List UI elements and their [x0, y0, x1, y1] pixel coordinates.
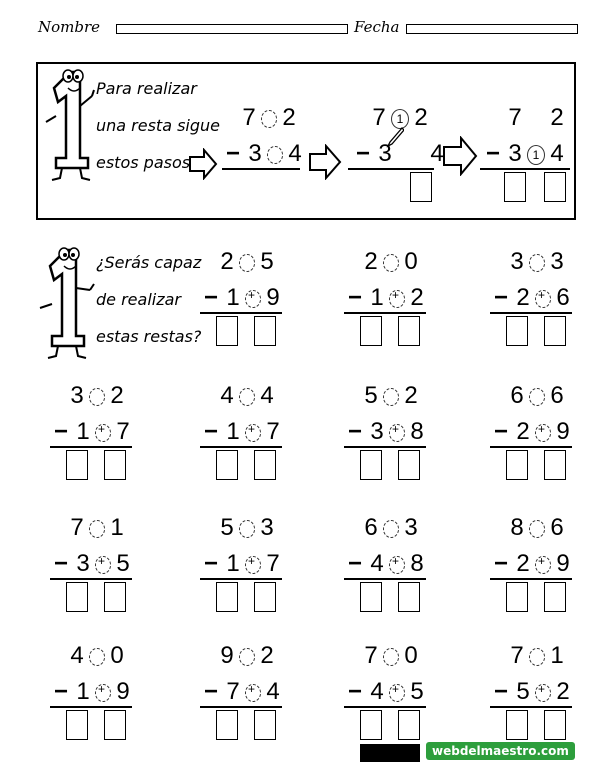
exercise-bottom-number	[490, 678, 574, 706]
sum-rule	[344, 578, 426, 580]
carry-circle[interactable]	[383, 648, 399, 666]
example-step-3-top	[504, 104, 568, 132]
digit: 2	[550, 104, 564, 131]
digit: 8	[510, 514, 524, 541]
digit: 4	[260, 382, 274, 409]
answer-box[interactable]	[66, 582, 88, 612]
minus-sign: −	[347, 678, 362, 705]
carry-circle[interactable]	[389, 684, 405, 702]
minus-sign: −	[493, 284, 508, 311]
digit: 3	[260, 514, 274, 541]
sum-rule	[490, 706, 572, 708]
carry-circle[interactable]	[95, 556, 111, 574]
digit: 7	[364, 642, 378, 669]
sum-rule	[344, 706, 426, 708]
digit: 2	[220, 248, 234, 275]
minus-sign: −	[485, 140, 500, 167]
digit: 3	[378, 140, 392, 167]
minus-sign: −	[347, 418, 362, 445]
digit: 9	[220, 642, 234, 669]
carry-circle[interactable]	[383, 520, 399, 538]
sum-rule	[50, 578, 132, 580]
carry-circle[interactable]	[239, 388, 255, 406]
sum-rule	[200, 312, 282, 314]
exercise-top-number	[66, 642, 128, 670]
answer-box[interactable]	[544, 316, 566, 346]
minus-sign: −	[203, 678, 218, 705]
digit: 5	[116, 550, 130, 577]
exercise-bottom-number	[344, 550, 428, 578]
digit: 1	[226, 418, 240, 445]
exercise-bottom-number	[344, 284, 428, 312]
sum-rule	[344, 312, 426, 314]
digit: 3	[508, 140, 522, 167]
instruction-line: Para realizar	[96, 79, 197, 98]
digit: 6	[556, 284, 570, 311]
digit: 3	[70, 382, 84, 409]
answer-box[interactable]	[254, 316, 276, 346]
minus-sign: −	[347, 284, 362, 311]
carry-circle[interactable]	[529, 254, 545, 272]
minus-sign: −	[347, 550, 362, 577]
number-one-mascot-icon	[36, 244, 96, 362]
carry-circle[interactable]	[535, 556, 551, 574]
digit: 2	[516, 284, 530, 311]
carry-circle	[261, 110, 277, 128]
date-field[interactable]	[406, 24, 578, 34]
answer-box[interactable]	[216, 582, 238, 612]
digit: 7	[510, 642, 524, 669]
answer-box[interactable]	[360, 582, 382, 612]
digit: 9	[556, 550, 570, 577]
carry-circle[interactable]	[535, 424, 551, 442]
digit: 5	[220, 514, 234, 541]
exercise-bottom-number	[490, 418, 574, 446]
sum-rule	[490, 312, 572, 314]
digit: 3	[550, 248, 564, 275]
exercise-bottom-number	[344, 678, 428, 706]
exercise-top-number	[216, 514, 278, 542]
digit: 6	[510, 382, 524, 409]
digit: 2	[282, 104, 296, 131]
digit: 3	[76, 550, 90, 577]
exercises-intro	[96, 244, 201, 355]
sum-rule	[344, 446, 426, 448]
exercise-top-number	[216, 642, 278, 670]
digit: 7	[372, 104, 386, 131]
answer-box[interactable]	[66, 710, 88, 740]
minus-sign: −	[225, 140, 240, 167]
sum-rule	[490, 446, 572, 448]
digit: 4	[430, 140, 444, 167]
minus-sign: −	[203, 284, 218, 311]
digit: 6	[550, 514, 564, 541]
sum-rule	[200, 706, 282, 708]
digit: 4	[266, 678, 280, 705]
digit: 7	[116, 418, 130, 445]
carry-circle[interactable]	[245, 290, 261, 308]
digit: 1	[550, 642, 564, 669]
answer-box[interactable]	[544, 582, 566, 612]
digit: 5	[364, 382, 378, 409]
digit: 3	[248, 140, 262, 167]
digit: 1	[226, 284, 240, 311]
digit: 7	[508, 104, 522, 131]
intro-line: estas restas?	[96, 327, 202, 346]
answer-box[interactable]	[506, 710, 528, 740]
exercise-bottom-number	[344, 418, 428, 446]
minus-sign: −	[493, 550, 508, 577]
exercise-top-number	[360, 642, 422, 670]
exercise-bottom-number	[200, 284, 284, 312]
digit: 2	[364, 248, 378, 275]
answer-box[interactable]	[506, 316, 528, 346]
answer-box[interactable]	[360, 710, 382, 740]
answer-box[interactable]	[398, 450, 420, 480]
answer-box[interactable]	[398, 710, 420, 740]
digit: 4	[370, 550, 384, 577]
answer-box[interactable]	[216, 450, 238, 480]
sum-rule	[50, 446, 132, 448]
exercise-top-number	[360, 514, 422, 542]
minus-sign: −	[203, 550, 218, 577]
carry-circle[interactable]	[245, 424, 261, 442]
sum-rule	[222, 168, 300, 170]
answer-box[interactable]	[506, 450, 528, 480]
site-logo: webdelmaestro.com	[426, 742, 575, 760]
exercise-bottom-number	[200, 678, 284, 706]
answer-box[interactable]	[360, 316, 382, 346]
minus-sign: −	[53, 418, 68, 445]
carry-circle[interactable]	[529, 648, 545, 666]
answer-box[interactable]	[410, 172, 432, 202]
right-arrow-icon	[308, 144, 342, 180]
answer-box[interactable]	[506, 582, 528, 612]
sum-rule	[50, 706, 132, 708]
example-step-2-bottom	[352, 140, 448, 168]
answer-box[interactable]	[104, 582, 126, 612]
digit: 4	[370, 678, 384, 705]
carry-circle[interactable]	[529, 520, 545, 538]
digit: 8	[410, 418, 424, 445]
carry-circle[interactable]	[245, 556, 261, 574]
answer-box[interactable]	[544, 710, 566, 740]
carry-circle[interactable]	[89, 388, 105, 406]
carry-circle[interactable]	[535, 684, 551, 702]
answer-box[interactable]	[254, 710, 276, 740]
digit: 3	[370, 418, 384, 445]
instruction-line: una resta sigue	[96, 116, 221, 135]
digit: 1	[76, 678, 90, 705]
digit: 4	[70, 642, 84, 669]
digit: 2	[516, 550, 530, 577]
digit: 2	[414, 104, 428, 131]
digit: 5	[410, 678, 424, 705]
sum-rule	[200, 578, 282, 580]
digit: 1	[226, 550, 240, 577]
carry-digit: 1	[532, 147, 540, 162]
carry-circle[interactable]	[245, 684, 261, 702]
exercise-bottom-number	[490, 550, 574, 578]
answer-box[interactable]	[254, 582, 276, 612]
answer-box[interactable]	[66, 450, 88, 480]
minus-sign: −	[355, 140, 370, 167]
example-step-1-bottom	[222, 140, 306, 168]
intro-line: de realizar	[96, 290, 181, 309]
name-field[interactable]	[116, 24, 348, 34]
exercise-top-number	[506, 248, 568, 276]
digit: 4	[550, 140, 564, 167]
exercise-top-number	[216, 382, 278, 410]
minus-sign: −	[53, 550, 68, 577]
answer-box[interactable]	[104, 450, 126, 480]
digit: 2	[410, 284, 424, 311]
carry-circle[interactable]	[389, 556, 405, 574]
digit: 2	[110, 382, 124, 409]
digit: 7	[266, 418, 280, 445]
digit: 1	[76, 418, 90, 445]
exercise-bottom-number	[200, 418, 284, 446]
minus-sign: −	[493, 418, 508, 445]
date-label: Fecha	[354, 18, 400, 36]
exercise-top-number	[506, 642, 568, 670]
minus-sign: −	[203, 418, 218, 445]
answer-box[interactable]	[216, 316, 238, 346]
answer-box[interactable]	[398, 316, 420, 346]
exercise-top-number	[506, 382, 568, 410]
answer-box[interactable]	[398, 582, 420, 612]
carry-circle[interactable]	[89, 520, 105, 538]
sum-rule	[200, 446, 282, 448]
carry-circle[interactable]	[239, 254, 255, 272]
digit: 0	[404, 248, 418, 275]
digit: 7	[266, 550, 280, 577]
digit: 2	[260, 642, 274, 669]
digit: 5	[260, 248, 274, 275]
digit: 7	[226, 678, 240, 705]
exercise-top-number	[506, 514, 568, 542]
digit: 4	[220, 382, 234, 409]
carry-circle[interactable]	[239, 520, 255, 538]
digit: 9	[556, 418, 570, 445]
answer-box[interactable]	[104, 710, 126, 740]
digit: 2	[556, 678, 570, 705]
right-arrow-icon	[188, 148, 218, 180]
answer-box[interactable]	[544, 172, 566, 202]
digit: 2	[516, 418, 530, 445]
carry-circle[interactable]	[535, 290, 551, 308]
exercise-bottom-number	[200, 550, 284, 578]
digit: 7	[242, 104, 256, 131]
digit: 3	[404, 514, 418, 541]
exercise-bottom-number	[50, 550, 134, 578]
example-step-1-top	[238, 104, 300, 132]
carry-circle[interactable]	[95, 684, 111, 702]
carry-circle[interactable]	[529, 388, 545, 406]
exercise-top-number	[66, 514, 128, 542]
exercise-top-number	[360, 382, 422, 410]
sum-rule	[348, 168, 434, 170]
sum-rule	[490, 578, 572, 580]
sum-rule	[480, 168, 570, 170]
minus-sign: −	[53, 678, 68, 705]
digit: 5	[516, 678, 530, 705]
carry-circle	[267, 146, 283, 164]
digit: 0	[404, 642, 418, 669]
answer-box[interactable]	[544, 450, 566, 480]
exercise-bottom-number	[50, 678, 134, 706]
carry-circle[interactable]	[383, 254, 399, 272]
digit: 9	[116, 678, 130, 705]
answer-box[interactable]	[216, 710, 238, 740]
digit: 6	[364, 514, 378, 541]
answer-box[interactable]	[254, 450, 276, 480]
digit: 8	[410, 550, 424, 577]
answer-box[interactable]	[360, 450, 382, 480]
footer-bar	[360, 744, 420, 762]
exercise-bottom-number	[490, 284, 574, 312]
answer-box[interactable]	[504, 172, 526, 202]
instruction-line: estos pasos	[96, 153, 191, 172]
minus-sign: −	[493, 678, 508, 705]
carry-circle[interactable]	[389, 424, 405, 442]
carry-circle[interactable]	[383, 388, 399, 406]
example-step-3-bottom	[482, 140, 568, 168]
digit: 4	[288, 140, 302, 167]
digit: 1	[110, 514, 124, 541]
carry-digit: 1	[396, 111, 404, 126]
carry-circle[interactable]	[95, 424, 111, 442]
digit: 0	[110, 642, 124, 669]
number-one-mascot-icon	[40, 66, 96, 184]
carry-circle[interactable]	[239, 648, 255, 666]
name-label: Nombre	[38, 18, 101, 36]
digit: 3	[510, 248, 524, 275]
intro-line: ¿Serás capaz	[96, 253, 202, 272]
carry-circle[interactable]	[389, 290, 405, 308]
digit: 2	[404, 382, 418, 409]
digit: 6	[550, 382, 564, 409]
carry-circle[interactable]	[89, 648, 105, 666]
exercise-top-number	[216, 248, 278, 276]
carry-circle	[527, 145, 545, 165]
digit: 1	[370, 284, 384, 311]
exercise-bottom-number	[50, 418, 134, 446]
exercise-top-number	[66, 382, 128, 410]
digit: 9	[266, 284, 280, 311]
exercise-top-number	[360, 248, 422, 276]
digit: 7	[70, 514, 84, 541]
